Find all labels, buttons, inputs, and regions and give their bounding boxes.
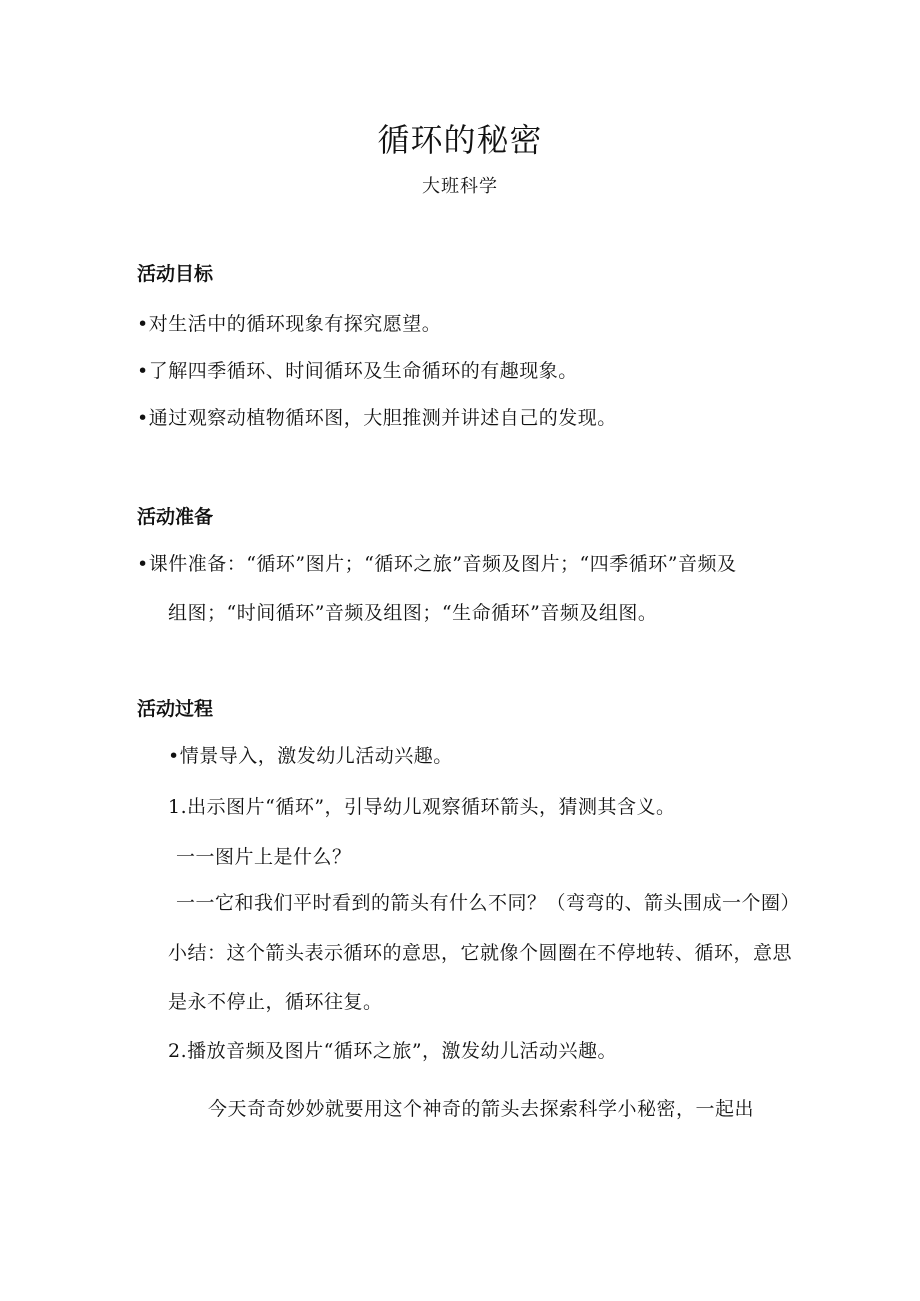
goal-item: •通过观察动植物循环图，大胆推测并讲述自己的发现。: [137, 407, 617, 429]
process-line: 1.出示图片“循环”，引导幼儿观察循环箭头，猜测其含义。: [168, 796, 676, 818]
process-line: 今天奇奇妙妙就要用这个神奇的箭头去探索科学小秘密，一起出: [208, 1098, 755, 1120]
goal-item: •对生活中的循环现象有探究愿望。: [137, 313, 442, 335]
document-subtitle: 大班科学: [422, 176, 498, 197]
preparation-item: •课件准备：“循环”图片；“循环之旅”音频及图片；“四季循环”音频及: [137, 553, 737, 575]
process-line: 小结：这个箭头表示循环的意思，它就像个圆圈在不停地转、循环，意思: [168, 942, 793, 964]
section-heading-goals: 活动目标: [137, 263, 214, 285]
preparation-item-continued: 组图；“时间循环”音频及组图；“生命循环”音频及组图。: [168, 602, 658, 624]
process-line: 一一它和我们平时看到的箭头有什么不同？（弯弯的、箭头围成一个圈）: [176, 892, 801, 914]
process-line: 2.播放音频及图片“循环之旅”，激发幼儿活动兴趣。: [168, 1040, 618, 1062]
goal-item: •了解四季循环、时间循环及生命循环的有趣现象。: [137, 360, 578, 382]
process-line: 是永不停止，循环往复。: [168, 991, 383, 1013]
process-line: 一一图片上是什么？: [176, 846, 352, 868]
process-line: •情景导入，激发幼儿活动兴趣。: [168, 745, 453, 767]
section-heading-process: 活动过程: [137, 698, 214, 720]
section-heading-preparation: 活动准备: [137, 506, 214, 528]
document-title: 循环的秘密: [377, 121, 543, 159]
